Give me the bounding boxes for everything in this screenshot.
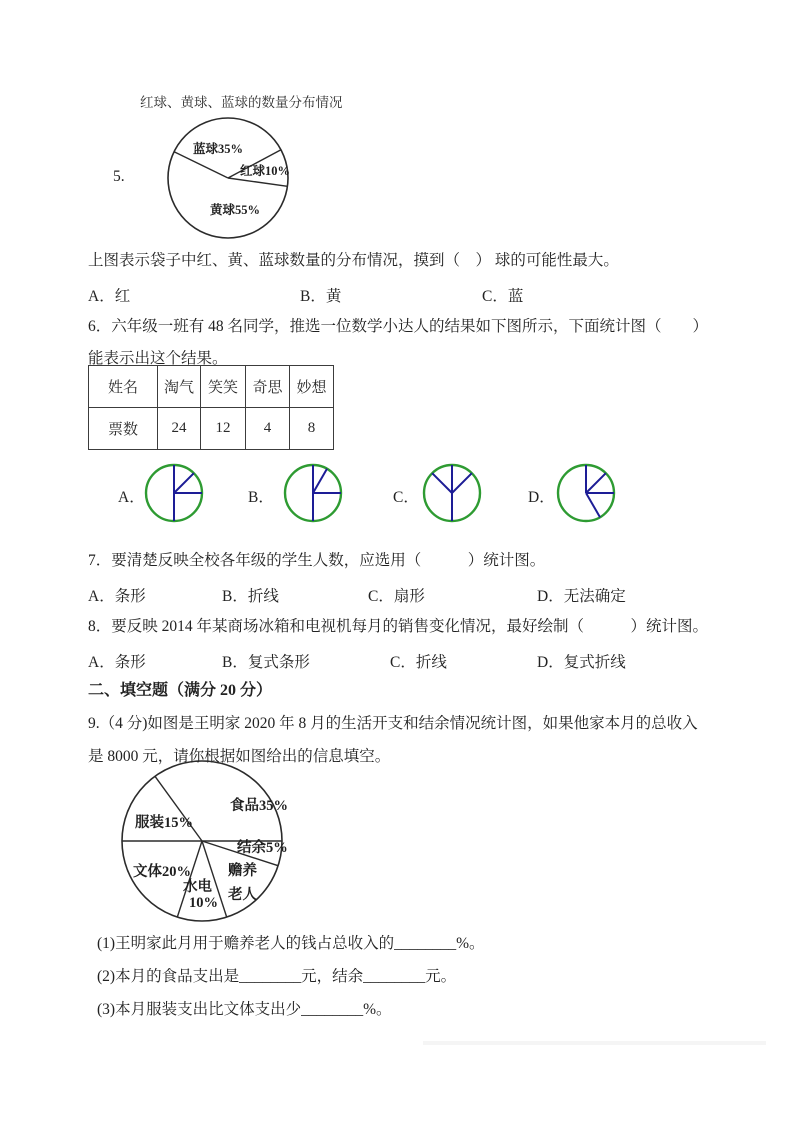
q7-option-a: A．条形 — [88, 588, 146, 605]
q9-blank-2: (2)本月的食品支出是________元，结余________元。 — [97, 968, 457, 985]
vote-table-header-row — [89, 366, 334, 408]
q6-option-pie-a — [142, 461, 206, 525]
q9-pie-label-clothing: 服装15% — [135, 815, 193, 831]
q5-option-c: C．蓝 — [482, 288, 524, 305]
section2-heading: 二、填空题（满分 20 分） — [88, 682, 273, 699]
q6-option-pie-c-spokes — [432, 465, 472, 521]
vote-table-cell: 8 — [290, 408, 334, 450]
q5-pie-label-yellow: 黄球55% — [210, 203, 261, 217]
q8-option-b: B．复式条形 — [222, 654, 310, 671]
q9-blank-3: (3)本月服装支出比文体支出少________%。 — [97, 1001, 392, 1018]
q5-pie-title: 红球、黄球、蓝球的数量分布情况 — [140, 95, 343, 110]
q5-pie-label-blue: 蓝球35% — [193, 142, 244, 156]
q9-pie-label-savings: 结余5% — [237, 840, 288, 856]
q9-blank-1: (1)王明家此月用于赡养老人的钱占总收入的________%。 — [97, 935, 485, 952]
q8-option-d: D．复式折线 — [537, 654, 626, 671]
q6-option-pie-c — [420, 461, 484, 525]
q5-question: 上图表示袋子中红、黄、蓝球数量的分布情况，摸到（ ） 球的可能性最大。 — [88, 252, 619, 269]
q6-option-label-c: C． — [393, 489, 419, 506]
q8-option-c: C．折线 — [390, 654, 447, 671]
scan-artifact-bar — [423, 1041, 766, 1045]
q5-pie-label-red: 红球10% — [240, 164, 291, 178]
q7-option-d: D．无法确定 — [537, 588, 626, 605]
vote-table-cell: 12 — [201, 408, 246, 450]
vote-table — [88, 365, 334, 450]
q6-option-pie-a-spokes — [174, 465, 202, 521]
vote-table-cell: 24 — [158, 408, 201, 450]
q7-option-b: B．折线 — [222, 588, 279, 605]
q8-question: 8．要反映 2014 年某商场冰箱和电视机每月的销售变化情况，最好绘制（ ）统计图。 — [88, 618, 709, 635]
vote-table-cell: 姓名 — [89, 366, 158, 408]
q7-question: 7．要清楚反映全校各年级的学生人数，应选用（ ）统计图。 — [88, 552, 546, 569]
q9-pie-boundary-food-clothing — [155, 776, 202, 841]
q9-question-line1: 9.（4 分)如图是王明家 2020 年 8 月的生活开支和结余情况统计图，如果他家本月的总收入 — [88, 715, 698, 732]
q9-pie-label-elderly-line2: 老人 — [228, 887, 257, 903]
q6-question-line1: 6．六年级一班有 48 名同学，推选一位数学小达人的结果如下图所示，下面统计图（ ） — [88, 318, 709, 335]
q6-option-pie-b-spokes — [313, 465, 341, 521]
q5-pie-boundary-yellow-red — [228, 178, 287, 186]
q5-number: 5. — [113, 168, 125, 185]
q6-option-label-d: D． — [528, 489, 555, 506]
q9-pie-label-utility-line1: 水电 — [183, 879, 212, 895]
q6-option-pie-b — [281, 461, 345, 525]
vote-table-cell: 淘气 — [158, 366, 201, 408]
vote-table-value-row — [89, 408, 334, 450]
q9-question-line2: 是 8000 元，请你根据如图给出的信息填空。 — [88, 748, 391, 765]
vote-table-cell: 奇思 — [246, 366, 290, 408]
q9-pie-label-utility-line2: 10% — [189, 895, 218, 911]
q9-pie-label-food: 食品35% — [230, 798, 288, 814]
vote-table-cell: 笑笑 — [201, 366, 246, 408]
vote-table-cell: 妙想 — [290, 366, 334, 408]
q8-option-a: A．条形 — [88, 654, 146, 671]
q6-option-pie-d — [554, 461, 618, 525]
q6-option-label-a: A． — [118, 489, 145, 506]
q9-pie-label-culture: 文体20% — [133, 864, 191, 880]
q6-option-label-b: B． — [248, 489, 274, 506]
q9-pie-label-elderly-line1: 赡养 — [228, 863, 257, 879]
q7-option-c: C．扇形 — [368, 588, 425, 605]
q9-pie-chart — [116, 756, 306, 926]
q5-option-b: B．黄 — [300, 288, 342, 305]
q5-pie-chart — [165, 115, 305, 241]
vote-table-cell: 4 — [246, 408, 290, 450]
vote-table-cell: 票数 — [89, 408, 158, 450]
q5-option-a: A．红 — [88, 288, 131, 305]
q6-question-line2: 能表示出这个结果。 — [88, 350, 228, 367]
